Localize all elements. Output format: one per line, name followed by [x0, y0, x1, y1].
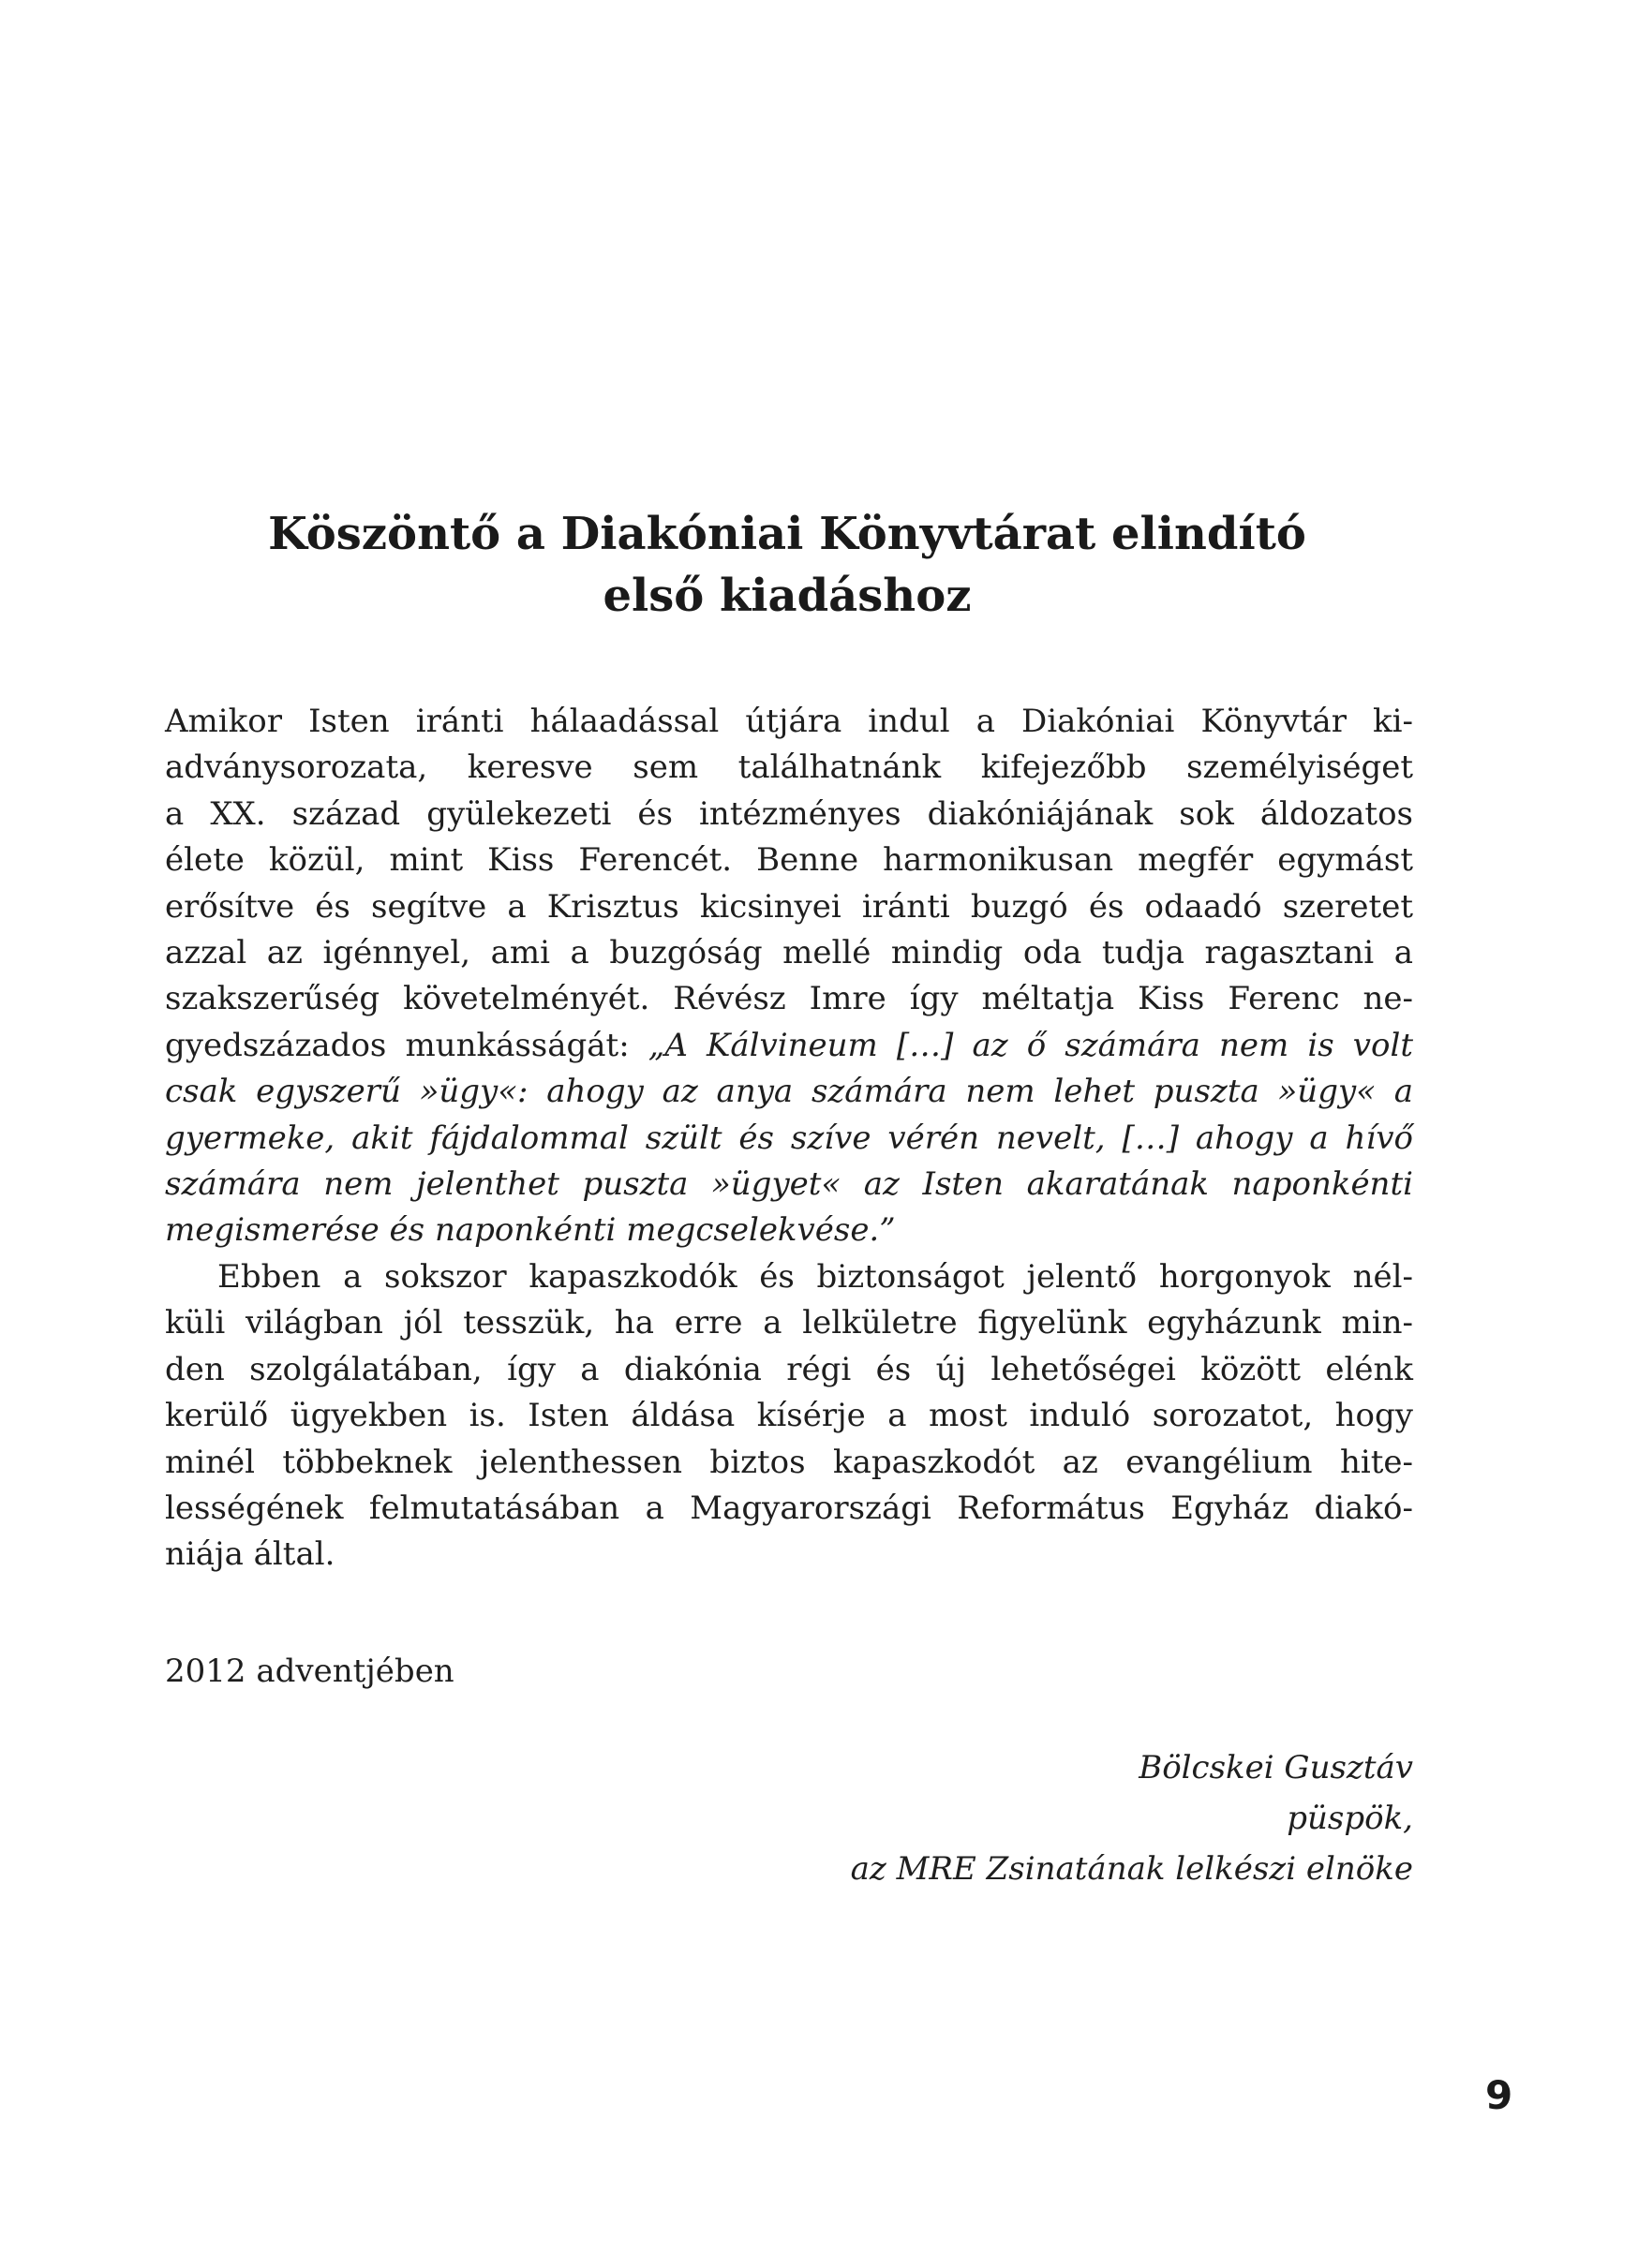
signature-role: püspök, [1287, 1800, 1413, 1837]
page-number: 9 [1485, 2072, 1513, 2118]
text-line: élete közül, mint Kiss Ferencét. Benne harmonikusan megfér egymást [165, 841, 1413, 880]
quote-line: csak egyszerű »ügy«: ahogy az anya számára nem lehet puszta »ügy« a [165, 1073, 1413, 1111]
signature-name: Bölcskei Gusztáv [1139, 1749, 1413, 1786]
text-line-mixed [165, 1023, 1413, 1069]
body-text [165, 699, 1413, 1579]
text-line: a XX. század gyülekezeti és intézményes diakóniájának sok áldozatos [165, 794, 1413, 833]
quote-line: számára nem jelenthet puszta »ügyet« az Isten akaratának naponkénti [165, 1165, 1413, 1204]
signature-block [851, 1742, 1413, 1894]
quote-line: gyermeke, akit fájdalommal szült és szíve vérén nevelt, […] ahogy a hívő [165, 1119, 1413, 1157]
text-line: kerülő ügyekben is. Isten áldása kísérje a most induló sorozatot, hogy [165, 1397, 1413, 1435]
page-title [169, 503, 1406, 627]
text-line: küli világban jól tesszük, ha erre a lelkületre figyelünk egyházunk min- [165, 1304, 1413, 1342]
text-line: szakszerűség követelményét. Révész Imre így méltatja Kiss Ferenc ne- [165, 980, 1413, 1018]
text-plain: gyedszázados munkásságát: [165, 1026, 648, 1064]
text-line: lességének felmutatásában a Magyarországi Református Egyház diakó- [165, 1489, 1413, 1527]
text-line: Ebben a sokszor kapaszkodók és biztonságot jelentő horgonyok nél- [217, 1257, 1413, 1296]
quote-italic: „A Kálvineum […] az ő számára nem is volt [648, 1026, 1413, 1064]
text-line: den szolgálatában, így a diakónia régi és új lehetőségei között elénk [165, 1350, 1413, 1388]
title-line-2: első kiadáshoz [603, 570, 972, 623]
quote-line: megismerése és naponkénti megcselekvése.” [165, 1211, 896, 1250]
text-line: minél többeknek jelenthessen biztos kapaszkodót az evangélium hite- [165, 1443, 1413, 1481]
text-line: niája által. [165, 1535, 335, 1574]
title-line-1: Köszöntő a Diakóniai Könyvtárat elindító [268, 508, 1306, 561]
date-line: 2012 adventjében [165, 1653, 454, 1690]
text-line: adványsorozata, keresve sem találhatnánk kifejezőbb személyiséget [165, 749, 1413, 787]
text-line: Amikor Isten iránti hálaadással útjára indul a Diakóniai Könyvtár ki- [165, 703, 1413, 740]
signature-office: az MRE Zsinatának lelkészi elnöke [850, 1850, 1413, 1888]
text-line: azzal az igénnyel, ami a buzgóság mellé mindig oda tudja ragasztani a [165, 934, 1413, 972]
text-line: erősítve és segítve a Krisztus kicsinyei iránti buzgó és odaadó szeretet [165, 887, 1413, 926]
